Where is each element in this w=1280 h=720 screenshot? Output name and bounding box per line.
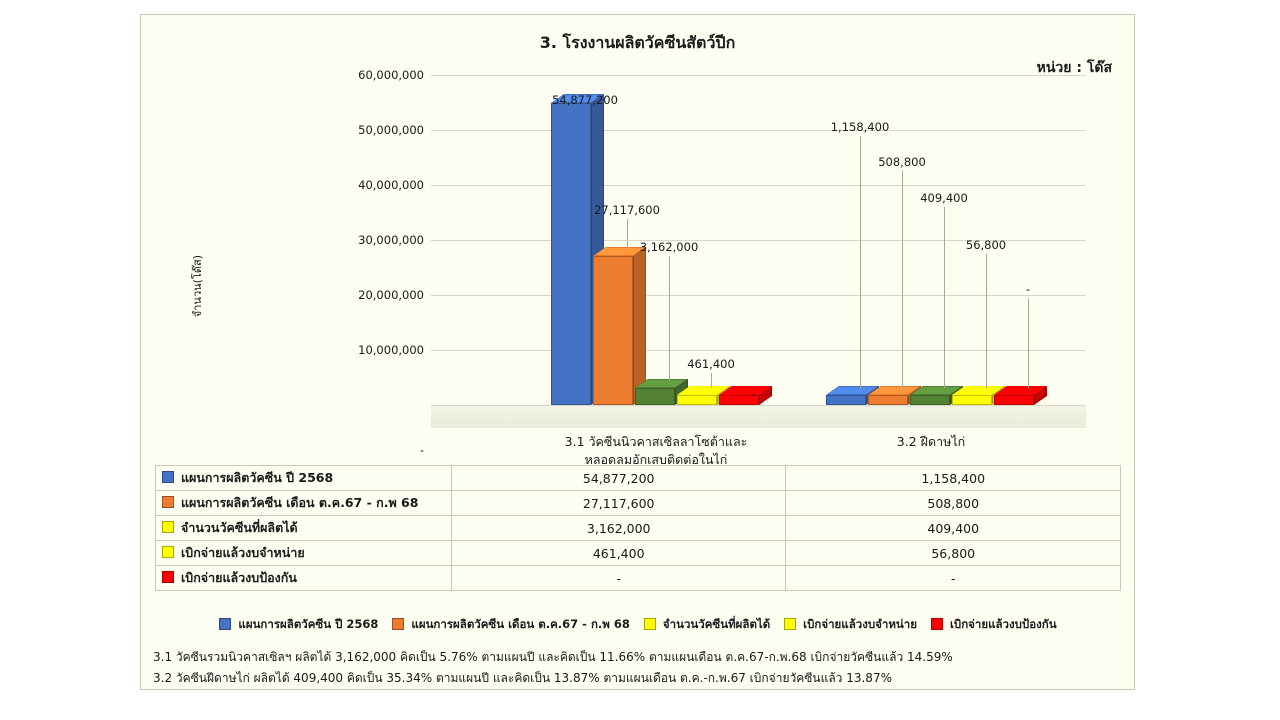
category-label-line: 3.2 ฝีดาษไก่ — [896, 434, 966, 449]
legend-item[interactable] — [644, 616, 770, 634]
legend-swatch-icon — [162, 546, 174, 558]
bar-front — [826, 395, 866, 405]
category-label-line: หลอดลมอักเสบติดต่อในไก่ — [584, 452, 728, 468]
footnote-1: 3.1 วัคซีนรวมนิวคาสเซิลฯ ผลิตได้ 3,162,000 คิดเป็น 5.76% ตามแผนปี และคิดเป็น 11.66% ตามแผนเดือน ต.ค.67-ก.พ.68 เบิกจ่ายวัคซีนแล้ว 14.59% — [153, 650, 953, 664]
y-axis-tick: 40,000,000 — [358, 178, 424, 192]
bar — [677, 395, 717, 405]
legend-swatch-icon — [162, 471, 174, 483]
table-value-cell: 461,400 — [451, 541, 786, 566]
legend-swatch-icon — [162, 496, 174, 508]
category-label — [801, 433, 1061, 451]
chart-title: 3. โรงงานผลิตวัคซีนสัตว์ปีก — [539, 33, 736, 52]
footnote-2: 3.2 วัคซีนฝีดาษไก่ ผลิตได้ 409,400 คิดเป็น 35.34% ตามแผนปี และคิดเป็น 13.87% ตามแผนเดือน ต.ค.-ก.พ.67 เบิกจ่ายวัคซีนแล้ว 13.87% — [153, 671, 892, 685]
bar-data-label: - — [750, 387, 756, 401]
y-axis-tick: 60,000,000 — [358, 68, 424, 82]
gridline — [431, 75, 1086, 76]
bar-data-label: 3,162,000 — [639, 240, 699, 254]
bar — [826, 395, 866, 405]
legend-item[interactable] — [784, 616, 917, 634]
table-value-cell: 3,162,000 — [451, 516, 786, 541]
data-table — [155, 465, 1121, 591]
table-series-label: แผนการผลิตวัคซีน ปี 2568 — [181, 470, 334, 485]
legend-label: แผนการผลิตวัคซีน เดือน ต.ค.67 - ก.พ 68 — [411, 617, 630, 631]
leader-line — [944, 207, 945, 388]
table-value-cell: 56,800 — [786, 541, 1121, 566]
legend-item[interactable] — [219, 616, 378, 634]
legend-label: เบิกจ่ายแล้วงบป้องกัน — [949, 617, 1057, 631]
table-series-cell — [156, 566, 452, 591]
bar-front — [677, 395, 717, 405]
category-label — [526, 433, 786, 469]
bar-front — [593, 256, 633, 405]
legend-swatch-icon — [644, 618, 656, 630]
gridline — [431, 185, 1086, 186]
legend-item[interactable] — [931, 616, 1057, 634]
gridline — [431, 350, 1086, 351]
legend-swatch-icon — [162, 571, 174, 583]
legend-label: แผนการผลิตวัคซีน ปี 2568 — [238, 617, 379, 631]
y-axis-tick: 30,000,000 — [358, 233, 424, 247]
leader-line — [902, 171, 903, 388]
chart-card — [140, 14, 1135, 690]
y-axis-tick: 50,000,000 — [358, 123, 424, 137]
table-row — [156, 516, 1121, 541]
bar — [868, 395, 908, 405]
bar — [994, 395, 1034, 405]
bar-data-label: 1,158,400 — [830, 120, 890, 134]
table-value-cell: 508,800 — [786, 491, 1121, 516]
table-value-cell: - — [786, 566, 1121, 591]
table-series-cell — [156, 466, 452, 491]
table-value-cell: 27,117,600 — [451, 491, 786, 516]
bar — [635, 388, 675, 405]
bar-front — [994, 395, 1034, 405]
bar-data-label: 409,400 — [920, 191, 968, 205]
table-series-label: จำนวนวัคซีนที่ผลิตได้ — [181, 520, 298, 535]
y-axis-title: จำนวน(โด๊ส) — [191, 255, 204, 318]
legend-label: เบิกจ่ายแล้วงบจำหน่าย — [803, 617, 917, 631]
table-series-label: เบิกจ่ายแล้วงบป้องกัน — [181, 570, 297, 585]
leader-line — [627, 219, 628, 249]
bar — [910, 395, 950, 405]
category-label-line: 3.1 วัคซีนนิวคาสเซิลลาโซต้าและ — [564, 434, 748, 449]
table-series-label: เบิกจ่ายแล้วงบจำหน่าย — [181, 545, 305, 560]
legend-swatch-icon — [392, 618, 404, 630]
y-axis-tick: 10,000,000 — [358, 343, 424, 357]
chart-legend — [155, 616, 1121, 634]
table-row — [156, 491, 1121, 516]
legend-item[interactable] — [392, 616, 629, 634]
plot-area — [358, 68, 1086, 468]
table-value-cell: 409,400 — [786, 516, 1121, 541]
gridline — [431, 130, 1086, 131]
gridline — [431, 295, 1086, 296]
legend-swatch-icon — [931, 618, 943, 630]
leader-line — [860, 136, 861, 388]
bar-data-label: 56,800 — [965, 238, 1007, 252]
legend-swatch-icon — [162, 521, 174, 533]
bar — [952, 395, 992, 405]
table-series-cell — [156, 516, 452, 541]
bar-data-label: 508,800 — [878, 155, 926, 169]
table-value-cell: 1,158,400 — [786, 466, 1121, 491]
bar-data-label: 54,877,200 — [552, 93, 618, 107]
bar-front — [910, 395, 950, 405]
table-row — [156, 466, 1121, 491]
table-value-cell: 54,877,200 — [451, 466, 786, 491]
table-series-cell — [156, 491, 452, 516]
leader-line — [669, 256, 670, 381]
footnotes — [140, 640, 1135, 690]
y-axis-tick: 20,000,000 — [358, 288, 424, 302]
bar — [593, 256, 633, 405]
unit-label: หน่วย : โด๊ส — [1036, 60, 1112, 76]
leader-line — [1028, 298, 1029, 388]
bar-front — [635, 388, 675, 405]
legend-swatch-icon — [784, 618, 796, 630]
bar-front — [551, 103, 591, 405]
leader-line — [711, 373, 712, 388]
bar-data-label: 461,400 — [687, 357, 735, 371]
bar-front — [952, 395, 992, 405]
table-row — [156, 566, 1121, 591]
table-value-cell: - — [451, 566, 786, 591]
legend-swatch-icon — [219, 618, 231, 630]
table-row — [156, 541, 1121, 566]
table-series-cell — [156, 541, 452, 566]
plot-floor — [431, 405, 1086, 428]
bar-front — [868, 395, 908, 405]
y-axis-tick: - — [419, 443, 424, 457]
table-series-label: แผนการผลิตวัคซีน เดือน ต.ค.67 - ก.พ 68 — [181, 495, 419, 510]
bar-data-label: 27,117,600 — [594, 203, 660, 217]
bar-data-label: - — [1025, 282, 1031, 296]
legend-label: จำนวนวัคซีนที่ผลิตได้ — [662, 617, 771, 631]
leader-line — [986, 254, 987, 388]
bar — [551, 103, 591, 405]
